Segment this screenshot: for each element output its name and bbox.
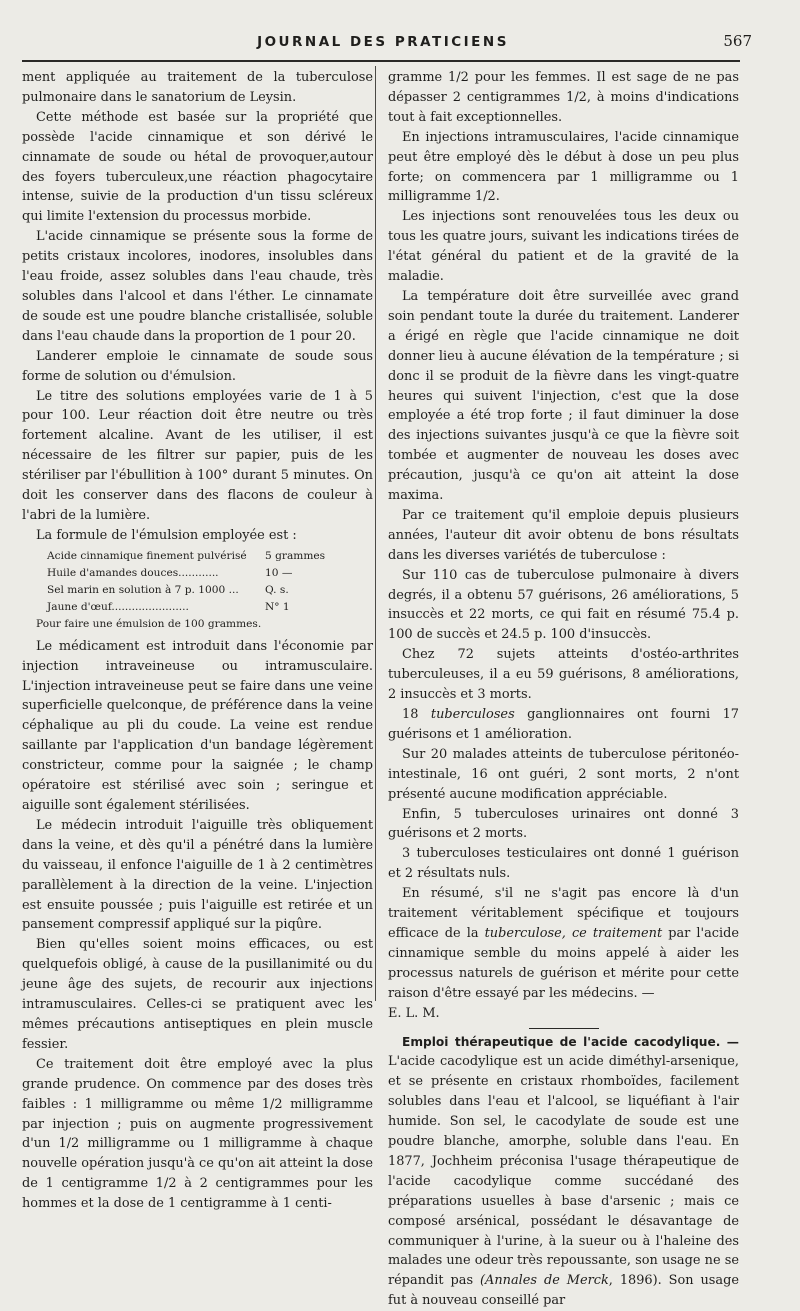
formula-note: Pour faire une émulsion de 100 grammes. xyxy=(22,616,373,633)
ingredient: Jaune d'œuf....................... xyxy=(47,599,265,616)
paragraph: Par ce traitement qu'il emploie depuis plusieurs années, l'auteur dit avoir obtenu de bons résultats dans les diverses variétés de tuberculose : xyxy=(388,506,739,566)
quantity: 10 — xyxy=(265,565,373,582)
formula-row xyxy=(22,599,373,616)
left-column xyxy=(22,68,373,1214)
paragraph: 3 tuberculoses testiculaires ont donné 1 guérison et 2 résultats nuls. xyxy=(388,844,739,884)
right-column xyxy=(388,68,739,1311)
paragraph: Ce traitement doit être employé avec la plus grande prudence. On commence par des doses très faibles : 1 milligramme ou même 1/2 milligramme par injection ; puis on augmente progressivement d'un 1/2 milligramme ou 1 milligramme à chaque nouvelle opération jusqu'à ce qu'on ait atteint la dose de 1 centigramme 1/2 à 2 centigrammes pour les hommes et la dose de 1 centigramme à 1 centi- xyxy=(22,1055,373,1214)
paragraph: ment appliquée au traitement de la tuberculose pulmonaire dans le sanatorium de Leysin. xyxy=(22,68,373,108)
formula-row xyxy=(22,582,373,599)
paragraph: Cette méthode est basée sur la propriété que possède l'acide cinnamique et son dérivé le cinnamate de soude ou hétal de provoquer,autour des foyers tuberculeux,une réaction phagocytaire intense, suivie de la production d'un tissu scléreux qui limite l'extension du processus morbide. xyxy=(22,108,373,227)
quantity: N° 1 xyxy=(265,599,373,616)
emulsion-formula xyxy=(22,548,373,633)
paragraph: Landerer emploie le cinnamate de soude sous forme de solution ou d'émulsion. xyxy=(22,347,373,387)
paragraph: Le médicament est introduit dans l'économie par injection intraveineuse ou intramusculaire. L'injection intraveineuse peut se faire dans une veine superficielle quelconque, de préférence dans la veine céphalique au pli du coude. La veine est rendue saillante par l'application d'un bandage légèrement constricteur, comme pour la saignée ; le champ opératoire est stérilisé avec soin ; seringue et aiguille sont également stérilisées. xyxy=(22,637,373,816)
page-number: 567 xyxy=(723,32,752,50)
ingredient: Huile d'amandes douces............ xyxy=(47,565,265,582)
section-separator xyxy=(529,1028,599,1029)
text-run: En résumé, s'il ne s'agit pas encore là d'un traitement véritablement spécifique et toujours efficace de la xyxy=(388,886,739,941)
column-divider xyxy=(375,66,376,1001)
ingredient: Acide cinnamique finement pulvérisé xyxy=(47,548,265,565)
paragraph: Le titre des solutions employées varie de 1 à 5 pour 100. Leur réaction doit être neutre ou très fortement alcaline. Avant de les utiliser, il est nécessaire de les filtrer sur papier, puis de les stériliser par l'ébullition à 100° durant 5 minutes. On doit les conserver dans des flacons de couleur à l'abri de la lumière. xyxy=(22,387,373,526)
paragraph xyxy=(388,1033,739,1311)
paragraph: La formule de l'émulsion employée est : xyxy=(22,526,373,546)
header-rule xyxy=(22,60,740,62)
paragraph: En injections intramusculaires, l'acide cinnamique peut être employé dès le début à dose un peu plus forte; on commencera par 1 milligramme ou 1 milligramme 1/2. xyxy=(388,128,739,208)
paragraph: L'acide cinnamique se présente sous la forme de petits cristaux incolores, inodores, insolubles dans l'eau froide, assez solubles dans l'eau chaude, très solubles dans l'alcool et dans l'éther. Le cinnamate de soude est une poudre blanche cristallisée, soluble dans l'eau chaude dans la proportion de 1 pour 20. xyxy=(22,227,373,346)
paragraph: Enfin, 5 tuberculoses urinaires ont donné 3 guérisons et 2 morts. xyxy=(388,805,739,845)
paragraph xyxy=(388,705,739,745)
paragraph: Sur 20 malades atteints de tuberculose péritonéo-intestinale, 16 ont guéri, 2 sont morts, 2 n'ont présenté aucune modification appréciable. xyxy=(388,745,739,805)
text-run: , 1896). Son usage fut à nouveau conseillé par xyxy=(388,1273,739,1308)
quantity: Q. s. xyxy=(265,582,373,599)
paragraph: gramme 1/2 pour les femmes. Il est sage de ne pas dépasser 2 centigrammes 1/2, à moins d'indications tout à fait exceptionnelles. xyxy=(388,68,739,128)
text-run: L'acide cacodylique est un acide diméthyl-arsenique, et se présente en cristaux rhomboïdes, facilement solubles dans l'eau et l'alcool, se liquéfiant à l'air humide. Son sel, le cacodylate de soude est une poudre blanche, amorphe, soluble dans l'eau. En 1877, Jochheim préconisa l'usage thérapeutique de l'acide cacodylique comme succédané des préparations usuelles à base d'arsenic ; mais ce composé arsénical, possédant le désavantage de communiquer à l'urine, à la sueur ou à l'haleine des malades une odeur très repoussante, son usage ne se répandit pas xyxy=(388,1054,739,1288)
italic-text: tuberculoses xyxy=(431,707,515,722)
text-run: 18 xyxy=(402,707,431,722)
paragraph xyxy=(388,884,739,1003)
paragraph: Les injections sont renouvelées tous les deux ou tous les quatre jours, suivant les indications tirées de l'état général du patient et de la gravité de la maladie. xyxy=(388,207,739,287)
ingredient: Sel marin en solution à 7 p. 1000 ... xyxy=(47,582,265,599)
text-run: par l'acide cinnamique semble du moins appelé à aider les processus naturels de guérison et mérite pour cette raison d'être essayé par les médecins. — xyxy=(388,926,739,1001)
formula-row xyxy=(22,548,373,565)
section-heading: Emploi thérapeutique de l'acide cacodylique. — xyxy=(402,1035,739,1049)
paragraph: Sur 110 cas de tuberculose pulmonaire à divers degrés, il a obtenu 57 guérisons, 26 améliorations, 5 insuccès et 22 morts, ce qui fait en résumé 75.4 p. 100 de succès et 24.5 p. 100 d'insuccès. xyxy=(388,566,739,646)
paragraph: Bien qu'elles soient moins efficaces, ou est quelquefois obligé, à cause de la pusillanimité ou du jeune âge des sujets, de recourir aux injections intramusculaires. Celles-ci se pratiquent avec les mêmes précautions antiseptiques en plein muscle fessier. xyxy=(22,935,373,1054)
formula-row xyxy=(22,565,373,582)
running-header xyxy=(22,28,744,56)
paragraph: La température doit être surveillée avec grand soin pendant toute la durée du traitement. Landerer a érigé en règle que l'acide cinnamique ne doit donner lieu à aucune élévation de la température ; si donc il se produit de la fièvre dans les vingt-quatre heures qui suivent l'injection, c'est que la dose employée a été trop forte ; il faut diminuer la dose des injections suivantes jusqu'à ce que la fièvre soit tombée et augmenter de nouveau les doses avec précaution, jusqu'à ce qu'on ait atteint la dose maxima. xyxy=(388,287,739,506)
text-run: ganglionnaires ont fourni 17 guérisons et 1 amélioration. xyxy=(388,707,739,742)
paragraph: Chez 72 sujets atteints d'ostéo-arthrites tuberculeuses, il a eu 59 guérisons, 8 améliorations, 2 insuccès et 3 morts. xyxy=(388,645,739,705)
italic-text: tuberculose, ce traitement xyxy=(485,926,663,941)
italic-text: (Annales de Merck xyxy=(480,1273,609,1288)
paragraph: Le médecin introduit l'aiguille très obliquement dans la veine, et dès qu'il a pénétré dans la lumière du vaisseau, il enfonce l'aiguille de 1 à 2 centimètres parallèlement à la direction de la veine. L'injection est ensuite poussée ; puis l'aiguille est retirée et un pansement compressif appliqué sur la piqûre. xyxy=(22,816,373,935)
quantity: 5 grammes xyxy=(265,548,373,565)
journal-title: JOURNAL DES PRATICIENS xyxy=(22,34,744,50)
author-signature: E. L. M. xyxy=(388,1004,739,1024)
